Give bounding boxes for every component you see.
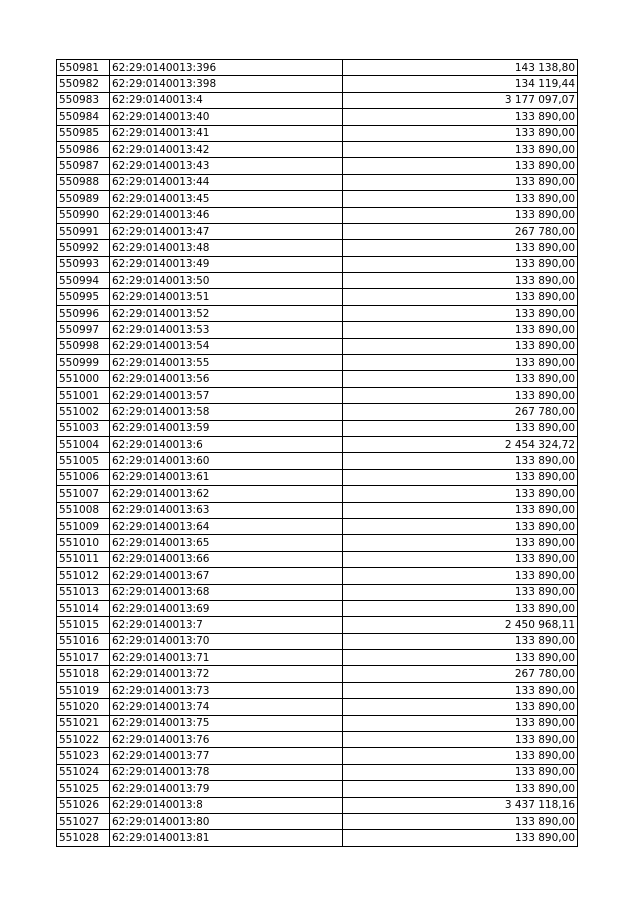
row-number-cell: 551019: [57, 682, 110, 698]
cadastral-number-cell: 62:29:0140013:60: [110, 453, 343, 469]
cadastral-value-cell: 3 177 097,07: [343, 92, 578, 108]
cadastral-value-cell: 133 890,00: [343, 387, 578, 403]
cadastral-number-cell: 62:29:0140013:52: [110, 305, 343, 321]
table-row: [57, 486, 578, 502]
table-row: [57, 518, 578, 534]
cadastral-value-cell: 133 890,00: [343, 584, 578, 600]
row-number-cell: 550994: [57, 273, 110, 289]
table-row: [57, 535, 578, 551]
cadastral-value-cell: 133 890,00: [343, 502, 578, 518]
cadastral-number-cell: 62:29:0140013:56: [110, 371, 343, 387]
row-number-cell: 551011: [57, 551, 110, 567]
table-row: [57, 404, 578, 420]
cadastral-number-cell: 62:29:0140013:6: [110, 436, 343, 452]
cadastral-number-cell: 62:29:0140013:61: [110, 469, 343, 485]
row-number-cell: 550995: [57, 289, 110, 305]
cadastral-value-cell: 133 890,00: [343, 682, 578, 698]
table-row: [57, 207, 578, 223]
cadastral-value-cell: 133 890,00: [343, 371, 578, 387]
row-number-cell: 550986: [57, 141, 110, 157]
cadastral-number-cell: 62:29:0140013:48: [110, 240, 343, 256]
cadastral-number-cell: 62:29:0140013:76: [110, 732, 343, 748]
table-row: [57, 682, 578, 698]
cadastral-value-cell: 133 890,00: [343, 699, 578, 715]
cadastral-number-cell: 62:29:0140013:62: [110, 486, 343, 502]
row-number-cell: 550998: [57, 338, 110, 354]
table-row: [57, 568, 578, 584]
table-row: [57, 502, 578, 518]
table-row: [57, 387, 578, 403]
cadastral-number-cell: 62:29:0140013:46: [110, 207, 343, 223]
cadastral-value-cell: 133 890,00: [343, 141, 578, 157]
cadastral-number-cell: 62:29:0140013:68: [110, 584, 343, 600]
cadastral-value-cell: 133 890,00: [343, 207, 578, 223]
table-row: [57, 781, 578, 797]
cadastral-number-cell: 62:29:0140013:45: [110, 191, 343, 207]
row-number-cell: 551017: [57, 650, 110, 666]
cadastral-number-cell: 62:29:0140013:64: [110, 518, 343, 534]
cadastral-number-cell: 62:29:0140013:63: [110, 502, 343, 518]
row-number-cell: 551003: [57, 420, 110, 436]
cadastral-value-cell: 133 890,00: [343, 486, 578, 502]
table-row: [57, 109, 578, 125]
cadastral-value-cell: 133 890,00: [343, 322, 578, 338]
table-row: [57, 732, 578, 748]
cadastral-value-cell: 133 890,00: [343, 305, 578, 321]
cadastral-value-cell: 133 890,00: [343, 240, 578, 256]
table-row: [57, 60, 578, 76]
cadastral-value-cell: 133 890,00: [343, 469, 578, 485]
cadastral-number-cell: 62:29:0140013:44: [110, 174, 343, 190]
cadastral-number-cell: 62:29:0140013:49: [110, 256, 343, 272]
cadastral-number-cell: 62:29:0140013:77: [110, 748, 343, 764]
cadastral-number-cell: 62:29:0140013:57: [110, 387, 343, 403]
cadastral-number-cell: 62:29:0140013:67: [110, 568, 343, 584]
row-number-cell: 551027: [57, 813, 110, 829]
cadastral-number-cell: 62:29:0140013:50: [110, 273, 343, 289]
cadastral-number-cell: 62:29:0140013:396: [110, 60, 343, 76]
cadastral-value-cell: 2 450 968,11: [343, 617, 578, 633]
table-row: [57, 813, 578, 829]
cadastral-value-cell: 133 890,00: [343, 453, 578, 469]
row-number-cell: 551016: [57, 633, 110, 649]
cadastral-number-cell: 62:29:0140013:7: [110, 617, 343, 633]
cadastral-value-cell: 3 437 118,16: [343, 797, 578, 813]
cadastral-number-cell: 62:29:0140013:79: [110, 781, 343, 797]
table-row: [57, 633, 578, 649]
row-number-cell: 550984: [57, 109, 110, 125]
cadastral-number-cell: 62:29:0140013:55: [110, 355, 343, 371]
table-row: [57, 338, 578, 354]
cadastral-value-cell: 133 890,00: [343, 781, 578, 797]
cadastral-value-cell: 134 119,44: [343, 76, 578, 92]
table-row: [57, 223, 578, 239]
table-row: [57, 289, 578, 305]
cadastral-number-cell: 62:29:0140013:54: [110, 338, 343, 354]
row-number-cell: 551028: [57, 830, 110, 846]
table-row: [57, 436, 578, 452]
cadastral-value-cell: 2 454 324,72: [343, 436, 578, 452]
cadastral-number-cell: 62:29:0140013:80: [110, 813, 343, 829]
cadastral-value-cell: 133 890,00: [343, 715, 578, 731]
table-row: [57, 273, 578, 289]
cadastral-value-cell: 133 890,00: [343, 338, 578, 354]
table-row: [57, 355, 578, 371]
row-number-cell: 550996: [57, 305, 110, 321]
cadastral-value-cell: 133 890,00: [343, 518, 578, 534]
row-number-cell: 551013: [57, 584, 110, 600]
row-number-cell: 551012: [57, 568, 110, 584]
row-number-cell: 550993: [57, 256, 110, 272]
cadastral-value-cell: 133 890,00: [343, 109, 578, 125]
row-number-cell: 551020: [57, 699, 110, 715]
cadastral-value-cell: 133 890,00: [343, 568, 578, 584]
table-row: [57, 256, 578, 272]
row-number-cell: 550989: [57, 191, 110, 207]
row-number-cell: 550990: [57, 207, 110, 223]
cadastral-number-cell: 62:29:0140013:40: [110, 109, 343, 125]
cadastral-value-cell: 133 890,00: [343, 600, 578, 616]
cadastral-value-cell: 133 890,00: [343, 535, 578, 551]
row-number-cell: 550982: [57, 76, 110, 92]
row-number-cell: 550991: [57, 223, 110, 239]
cadastral-value-cell: 133 890,00: [343, 420, 578, 436]
row-number-cell: 550985: [57, 125, 110, 141]
row-number-cell: 551006: [57, 469, 110, 485]
cadastral-value-cell: 133 890,00: [343, 355, 578, 371]
table-row: [57, 125, 578, 141]
table-row: [57, 174, 578, 190]
cadastral-number-cell: 62:29:0140013:8: [110, 797, 343, 813]
cadastral-value-cell: 133 890,00: [343, 748, 578, 764]
cadastral-number-cell: 62:29:0140013:53: [110, 322, 343, 338]
cadastral-number-cell: 62:29:0140013:71: [110, 650, 343, 666]
row-number-cell: 551008: [57, 502, 110, 518]
cadastral-number-cell: 62:29:0140013:69: [110, 600, 343, 616]
cadastral-value-cell: 133 890,00: [343, 289, 578, 305]
row-number-cell: 551018: [57, 666, 110, 682]
table-row: [57, 92, 578, 108]
row-number-cell: 550987: [57, 158, 110, 174]
table-row: [57, 551, 578, 567]
table-row: [57, 469, 578, 485]
cadastral-number-cell: 62:29:0140013:74: [110, 699, 343, 715]
table-row: [57, 322, 578, 338]
cadastral-number-cell: 62:29:0140013:78: [110, 764, 343, 780]
row-number-cell: 550981: [57, 60, 110, 76]
table-row: [57, 830, 578, 846]
cadastral-number-cell: 62:29:0140013:41: [110, 125, 343, 141]
table-row: [57, 600, 578, 616]
cadastral-number-cell: 62:29:0140013:65: [110, 535, 343, 551]
table-row: [57, 453, 578, 469]
row-number-cell: 551021: [57, 715, 110, 731]
cadastral-value-cell: 133 890,00: [343, 256, 578, 272]
table-row: [57, 420, 578, 436]
row-number-cell: 551015: [57, 617, 110, 633]
cadastral-value-cell: 133 890,00: [343, 764, 578, 780]
row-number-cell: 550983: [57, 92, 110, 108]
row-number-cell: 551005: [57, 453, 110, 469]
table-row: [57, 76, 578, 92]
cadastral-number-cell: 62:29:0140013:66: [110, 551, 343, 567]
cadastral-value-cell: 133 890,00: [343, 158, 578, 174]
table-row: [57, 141, 578, 157]
table-row: [57, 699, 578, 715]
table-row: [57, 584, 578, 600]
cadastral-value-cell: 133 890,00: [343, 273, 578, 289]
cadastral-number-cell: 62:29:0140013:398: [110, 76, 343, 92]
table-row: [57, 371, 578, 387]
cadastral-number-cell: 62:29:0140013:59: [110, 420, 343, 436]
cadastral-value-cell: 267 780,00: [343, 223, 578, 239]
row-number-cell: 551023: [57, 748, 110, 764]
cadastral-value-cell: 133 890,00: [343, 551, 578, 567]
cadastral-number-cell: 62:29:0140013:42: [110, 141, 343, 157]
cadastral-number-cell: 62:29:0140013:51: [110, 289, 343, 305]
cadastral-number-cell: 62:29:0140013:47: [110, 223, 343, 239]
cadastral-value-cell: 133 890,00: [343, 125, 578, 141]
row-number-cell: 550999: [57, 355, 110, 371]
row-number-cell: 551022: [57, 732, 110, 748]
cadastral-value-cell: 143 138,80: [343, 60, 578, 76]
table-row: [57, 748, 578, 764]
row-number-cell: 551010: [57, 535, 110, 551]
table-row: [57, 305, 578, 321]
cadastral-value-cell: 133 890,00: [343, 830, 578, 846]
table-row: [57, 158, 578, 174]
row-number-cell: 551002: [57, 404, 110, 420]
cadastral-value-cell: 133 890,00: [343, 633, 578, 649]
row-number-cell: 551007: [57, 486, 110, 502]
table-row: [57, 764, 578, 780]
cadastral-value-cell: 133 890,00: [343, 650, 578, 666]
cadastral-number-cell: 62:29:0140013:43: [110, 158, 343, 174]
cadastral-number-cell: 62:29:0140013:72: [110, 666, 343, 682]
row-number-cell: 550997: [57, 322, 110, 338]
cadastral-value-cell: 267 780,00: [343, 666, 578, 682]
row-number-cell: 551004: [57, 436, 110, 452]
table-row: [57, 666, 578, 682]
row-number-cell: 550988: [57, 174, 110, 190]
row-number-cell: 551001: [57, 387, 110, 403]
row-number-cell: 551014: [57, 600, 110, 616]
table-row: [57, 240, 578, 256]
table-row: [57, 650, 578, 666]
cadastral-number-cell: 62:29:0140013:4: [110, 92, 343, 108]
cadastral-number-cell: 62:29:0140013:58: [110, 404, 343, 420]
row-number-cell: 551026: [57, 797, 110, 813]
table-row: [57, 797, 578, 813]
table-body: [57, 60, 578, 847]
table-row: [57, 617, 578, 633]
cadastral-value-cell: 133 890,00: [343, 813, 578, 829]
cadastral-value-table: [56, 59, 578, 847]
row-number-cell: 550992: [57, 240, 110, 256]
cadastral-value-cell: 133 890,00: [343, 174, 578, 190]
cadastral-number-cell: 62:29:0140013:75: [110, 715, 343, 731]
cadastral-number-cell: 62:29:0140013:73: [110, 682, 343, 698]
cadastral-number-cell: 62:29:0140013:81: [110, 830, 343, 846]
cadastral-value-cell: 133 890,00: [343, 191, 578, 207]
cadastral-value-cell: 133 890,00: [343, 732, 578, 748]
cadastral-value-cell: 267 780,00: [343, 404, 578, 420]
row-number-cell: 551000: [57, 371, 110, 387]
row-number-cell: 551025: [57, 781, 110, 797]
table-row: [57, 715, 578, 731]
table-row: [57, 191, 578, 207]
row-number-cell: 551009: [57, 518, 110, 534]
row-number-cell: 551024: [57, 764, 110, 780]
cadastral-number-cell: 62:29:0140013:70: [110, 633, 343, 649]
